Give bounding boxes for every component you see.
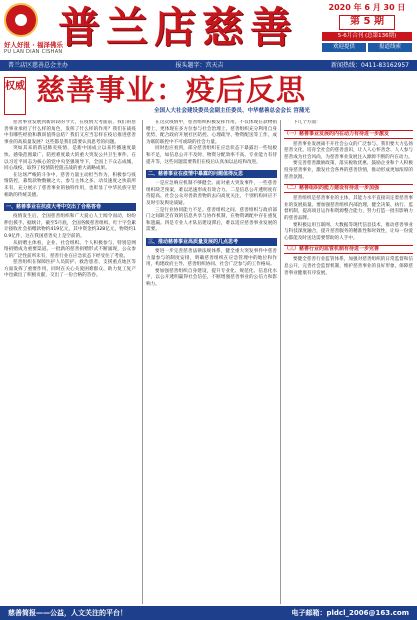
section-heading: （三）慈善行业的监管机制有待进一步完善 xyxy=(284,245,413,254)
authority-tag: 权威 xyxy=(4,77,26,115)
paragraph: 一是应急响应机制不够健全。面对重大突发事件，一些慈善组织缺乏预案，难以迅速形成有效合力。二是信息公开透明度有待提高。社会公众对善款善物的去向高度关注，个别机构回应不及时引发舆论质疑。 xyxy=(146,181,277,206)
paragraph: 从捐赠主体看，企业、社会组织、个人积极参与，特别是网络捐赠成为重要渠道。一批新的慈善捐赠形式不断涌现，公众参与的广泛性前所未有，慈善行业在应急状态下经受住了考验。 xyxy=(4,240,136,259)
issue-date: 2020 年 6 月 30 日 xyxy=(328,3,406,12)
paragraph: 要完善慈善激励政策，落实税收优惠，鼓励企业和个人积极投身慈善事业，激发社会各界的慈善热情，推动形成更加浓厚的慈善氛围。 xyxy=(284,161,413,180)
paragraph: 三是行业协同能力不足。慈善组织之间、慈善组织与政府部门之间缺乏有效的信息共享与协作机制，在物资调配中存在重复和遗漏。四是专业人才队伍建设滞后，难以适应慈善事业发展的需要。 xyxy=(146,207,277,233)
section-heading: 三、推动慈善事业高质量发展的几点思考 xyxy=(146,238,277,246)
paragraph: 要积极运用互联网、大数据等现代信息技术，推动慈善事业与科技深度融合，提升慈善服务的精准性和时效性，让每一份爱心都能及时送达需要帮助的人手中。 xyxy=(284,222,413,241)
paragraph: 要加强慈善组织自身建设，提升专业化、规范化、信息化水平，以公开透明赢得社会信任，不断增强慈善事业的公信力和影响力。 xyxy=(146,268,277,287)
paragraph: 要进一步完善慈善法律法规体系，健全重大突发事件中慈善力量参与的制度安排，明确慈善组织在应急管理中的地位和作用，构建政府主导、慈善组织协同、社会广泛参与的工作格局。 xyxy=(146,248,277,268)
footer-slogan: 慈善简报——公益，人文关注的平台！ xyxy=(8,609,127,617)
issue-info xyxy=(322,2,412,52)
slogan: 好人好报 · 福泽佛乐 xyxy=(4,41,63,49)
column-2 xyxy=(142,120,277,604)
paragraph: 突如其来的新冠肺炎疫情，是新中国成立以来传播速度最快、感染范围最广、防控难度最大的重大突发公共卫生事件。在以习近平同志为核心的党中央坚强领导下，全国上下众志成城，同心战疫，取得了疫情防控阻击战的重大战略成果。 xyxy=(4,146,136,172)
paragraph: 在这场严峻的斗争中，慈善力量主动担当作为，积极参与疫情防控，募集款物数额之大、参与主体之多、动员速度之快前所未有，充分展示了慈善事业的独特作用，也彰显了中华民族守望相助的传统美德。 xyxy=(4,172,136,198)
info-bar xyxy=(0,60,417,71)
paper-name: 普兰店慈善 xyxy=(58,3,299,52)
paragraph: 慈善事业发展到新阶段的今天，在疫情大考面前，我们的慈善事业承担了什么样的角色，发挥了什么样的作用？我们在战疫中有哪些经验和教训值得总结？我们又应当怎样在疫后推进慈善事业的高质量发展？这些都是我们需要认真思考的问题。 xyxy=(4,120,136,145)
section-heading: （一）慈善事业发展的内在动力有待进一步激发 xyxy=(284,130,413,139)
paragraph: 在这次疫情中，慈善组织积极发挥作用，不仅体现在款物捐赠上，更体现在多方位参与社会治理上。慈善组织充分利用自身优势，配合政府开展社区防控、心理疏导、物资配送等工作，成为联防联控中不可或缺的社会力量。 xyxy=(146,120,277,145)
column-3 xyxy=(280,120,413,604)
paragraph: 要健全慈善行业监管体系，加强对慈善组织的日常监督和信息公开，完善社会监督机制，维护慈善事业的良好形象，保障慈善事业健康有序发展。 xyxy=(284,257,413,276)
issue-pages: 5-6月合刊 (总第136期) xyxy=(322,32,412,41)
footer-email[interactable]: 电子邮箱：pldcl_2006@163.com xyxy=(291,609,409,617)
article-body xyxy=(4,120,413,604)
main-title: 慈善事业：疫后反思 xyxy=(36,73,307,107)
section-heading: （二）慈善组织的能力建设有待进一步加强 xyxy=(284,184,413,193)
title-calligrapher: 报头题字：宫天吉 xyxy=(175,62,224,69)
paragraph: 同时也应看到，部分慈善组织在应急状态下暴露出一些短板和不足，如信息公开不及时、物资分配效率不高、专业能力有待提升等，这些问题需要我们在疫后认真加以总结和改进。 xyxy=(146,146,277,165)
paragraph: 慈善组织在保障医护人员防护、救治患者、支援重点地区等方面发挥了重要作用，同时在关心关爱困难群众、助力复工复产中也做出了积极贡献，交出了一份合格的答卷。 xyxy=(4,260,136,279)
issue-number: 第 5 期 xyxy=(339,15,395,30)
nav-row xyxy=(322,43,412,52)
paragraph: 下几个方面： xyxy=(293,120,321,125)
paragraph: 慈善组织是慈善事业的主体，其能力水平直接决定着慈善事业的发展质量。要加强慈善组织内部治理，健全决策、执行、监督机制，提高项目运作和资源整合能力，努力打造一批有影响力的慈善品牌。 xyxy=(284,196,413,221)
author-line: 全国人大社会建设委员会副主任委员、中华慈善总会会长 宫蒲光 xyxy=(154,108,310,114)
news-hotline: 新闻热线：0411-83162957 xyxy=(331,62,409,69)
publisher: 普兰店区慈善总会主办 xyxy=(8,62,69,69)
column-1 xyxy=(4,120,136,604)
paragraph: 疫情发生后，全国慈善组织和广大爱心人士闻令而动，纷纷伸出援手。据统计，截至5月底，全国各级慈善组织、红十字会累计接收社会捐赠款物约419亿元，其中资金约328亿元，物资约10.9亿件，这在我国慈善史上是空前的。 xyxy=(4,214,136,239)
section-heading: 二、慈善事业在疫情中暴露的问题值得反思 xyxy=(146,170,277,178)
pinyin-name: PU LAN DIAN CISHAN xyxy=(4,49,63,55)
charity-logo-icon xyxy=(4,3,38,37)
provide-tips-button[interactable]: 欢迎提供 xyxy=(322,43,366,52)
masthead xyxy=(0,0,417,60)
section-heading: 一、慈善事业在抗疫大考中交出了合格答卷 xyxy=(4,203,136,211)
paragraph: 慈善事业发展离不开社会公众的广泛参与。我们要大力弘扬慈善文化，培育全社会的慈善意识，让人人心怀善念、人人参与慈善成为社会风尚，为慈善事业发展注入源源不断的内在动力。 xyxy=(284,141,413,160)
report-leads-button[interactable]: 报道线索 xyxy=(368,43,412,52)
footer xyxy=(0,606,417,620)
headline xyxy=(0,73,417,118)
